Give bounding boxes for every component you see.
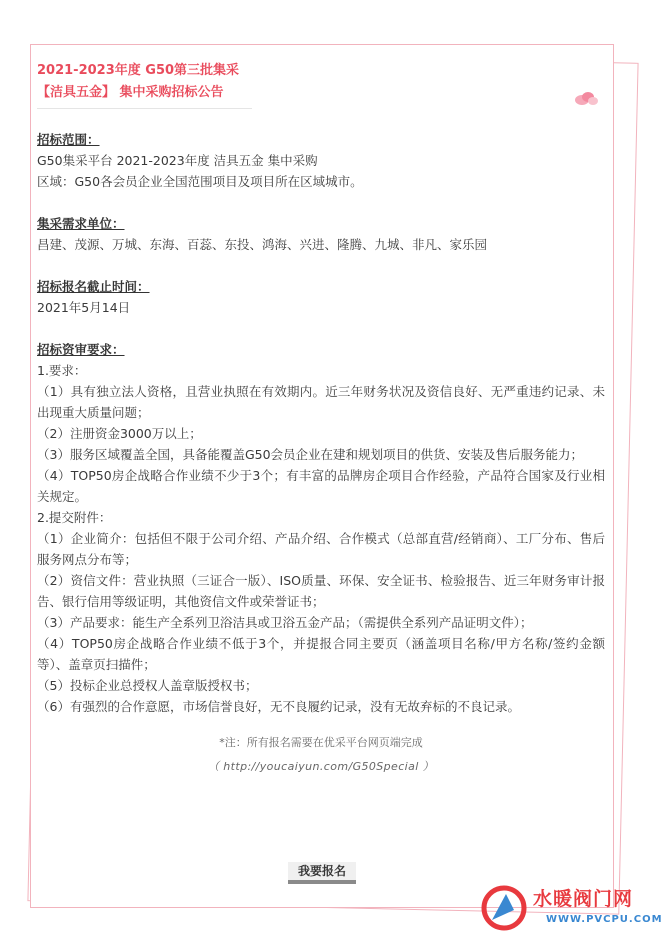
attachment-item: （1）企业简介：包括但不限于公司介绍、产品介绍、合作模式（总部直营/经销商）、工厂分布、售后服务网点分布等； [37, 531, 605, 567]
scope-heading: 招标范围： [37, 132, 100, 147]
requirement-item: （3）服务区域覆盖全国，具备能覆盖G50会员企业在建和规划项目的供货、安装及售后服务能力； [37, 447, 584, 462]
attachments-heading: 2.提交附件： [37, 510, 112, 525]
attachment-item: （2）资信文件：营业执照（三证合一版）、ISO质量、环保、安全证书、检验报告、近三年财务审计报告、银行信用等级证明，其他资信文件或荣誉证书； [37, 573, 605, 609]
title-divider [37, 108, 252, 109]
scope-line-1: G50集采平台 2021-2023年度 洁具五金 集中采购 [37, 153, 318, 168]
title-line-2: 【洁具五金】 集中采购招标公告 [37, 85, 224, 100]
signup-note: *注：所有报名需要在优采平台网页端完成 [219, 736, 423, 749]
units-list: 昌建、茂源、万城、东海、百蕊、东投、鸿海、兴进、隆腾、九城、非凡、家乐园 [37, 237, 488, 252]
requirement-item: （4）TOP50房企战略合作业绩不少于3个；有丰富的品牌房企项目合作经验，产品符合国家及行业相关规定。 [37, 468, 605, 504]
requirement-item: （2）注册资金3000万以上； [37, 426, 202, 441]
signup-button[interactable]: 我要报名 [288, 862, 356, 884]
watermark-brand: 水暖阀门网 [533, 888, 634, 910]
attachment-item: （5）投标企业总授权人盖章版授权书； [37, 678, 258, 693]
attachment-item: （6）有强烈的合作意愿，市场信誉良好，无不良履约记录，没有无故弃标的不良记录。 [37, 699, 520, 714]
deadline-date: 2021年5月14日 [37, 300, 131, 315]
requirements-heading: 1.要求： [37, 363, 87, 378]
signup-link[interactable]: （ http://youcaiyun.com/G50Special ） [207, 760, 435, 773]
watermark-url: WWW.PVCPU.COM [546, 914, 663, 925]
attachment-item: （3）产品要求：能生产全系列卫浴洁具或卫浴五金产品；（需提供全系列产品证明文件）； [37, 615, 533, 630]
requirement-item: （1）具有独立法人资格，且营业执照在有效期内。近三年财务状况及资信良好、无严重违约记录、未出现重大质量问题； [37, 384, 605, 420]
scope-line-2: 区域：G50各会员企业全国范围项目及项目所在区域城市。 [37, 174, 363, 189]
qualification-heading: 招标资审要求： [37, 342, 125, 357]
title-line-1: 2021-2023年度 G50第三批集采 [37, 63, 240, 78]
announcement-body [37, 60, 605, 779]
attachment-item: （4）TOP50房企战略合作业绩不低于3个，并提报合同主要页（涵盖项目名称/甲方名称/签约金额等）、盖章页扫描件； [37, 636, 605, 672]
units-heading: 集采需求单位： [37, 216, 125, 231]
deadline-heading: 招标报名截止时间： [37, 279, 150, 294]
